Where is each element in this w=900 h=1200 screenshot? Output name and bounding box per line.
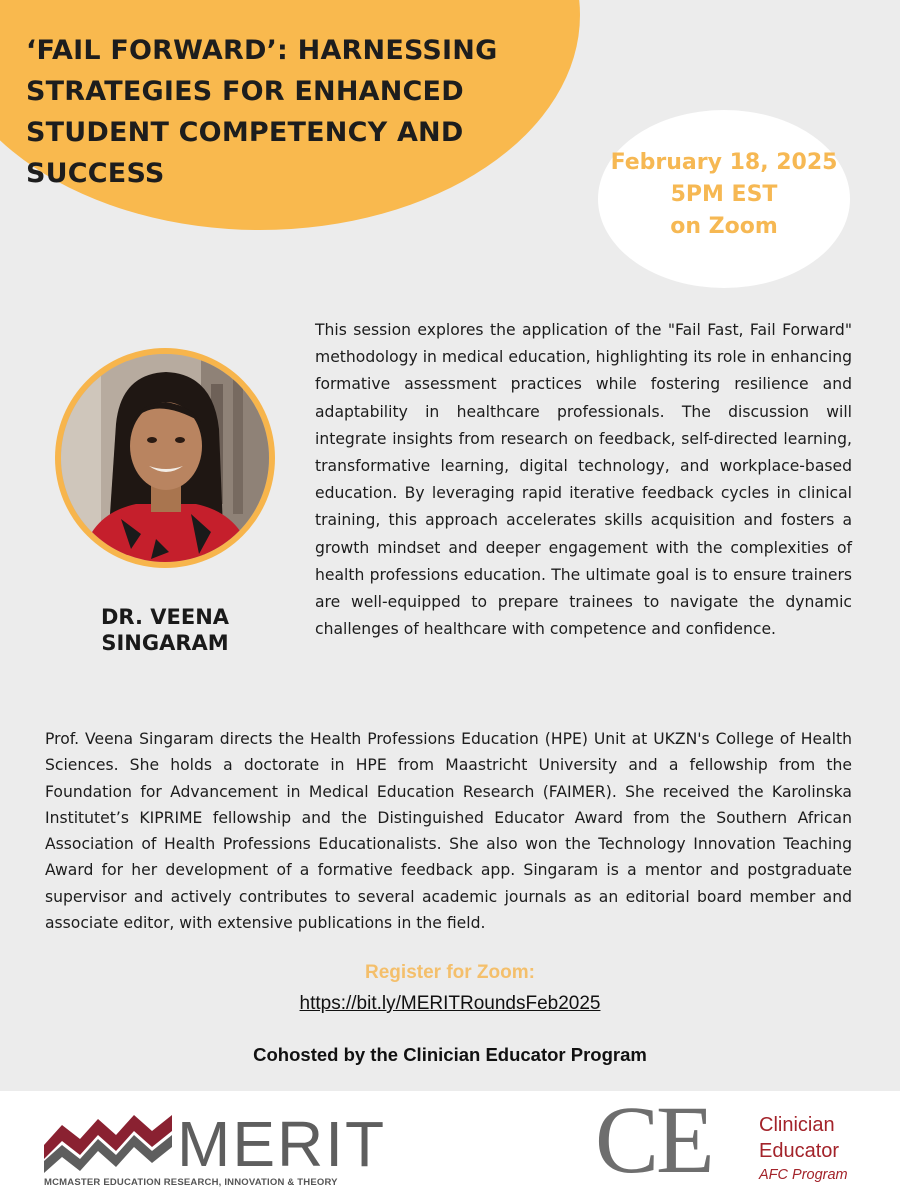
cohost-text: Cohosted by the Clinician Educator Program [253, 1044, 647, 1065]
speaker-name: DR. VEENA SINGARAM [100, 605, 230, 655]
session-description: This session explores the application of the "Fail Fast, Fail Forward" methodology in medical education, highlighting its role in enhancing formative assessment practices while fostering resilience and adaptability in healthcare professionals. The discussion will integrate insights from research on feedback, self-directed learning, transformative learning, digital technology, and workplace-based education. By leveraging rapid iterative feedback cycles in clinical training, this approach accelerates skills acquisition and fosters a growth mindset and deeper engagement with the complexities of health professions education. The ultimate goal is to ensure trainers are well-equipped to prepare trainees to navigate the dynamic challenges of healthcare with competence and confidence. [315, 321, 852, 639]
event-title: ‘FAIL FORWARD’: HARNESSING STRATEGIES FOR ENHANCED STUDENT COMPETENCY AND SUCCESS [26, 35, 498, 189]
register-label: Register for Zoom: [365, 962, 535, 983]
event-datetime [598, 147, 850, 243]
event-venue: on Zoom [670, 214, 778, 239]
event-date: February 18, 2025 [610, 150, 838, 175]
ce-line-clinician: Clinician [759, 1114, 835, 1136]
event-time: 5PM EST [670, 182, 778, 207]
merit-subtitle: MCMASTER EDUCATION RESEARCH, INNOVATION & THEORY [44, 1177, 338, 1188]
ce-line-program: AFC Program [759, 1167, 848, 1183]
merit-wordmark: MERIT [177, 1108, 387, 1180]
speaker-photo [61, 354, 269, 562]
merit-roof-icon [44, 1101, 172, 1175]
ce-line-educator: Educator [759, 1140, 840, 1162]
ce-letters: CE [595, 1086, 712, 1193]
register-link[interactable]: https://bit.ly/MERITRoundsFeb2025 [299, 993, 601, 1014]
speaker-bio: Prof. Veena Singaram directs the Health Professions Education (HPE) Unit at UKZN's College of Health Sciences. She holds a doctorate in HPE from Maastricht University and a fellowship from the Foundation for Advancement in Medical Education Research (FAIMER). She received the Karolinska Institutet’s KIPRIME fellowship and the Distinguished Educator Award from the Southern African Association of Health Professions Educationalists. She also won the Technology Innovation Teaching Award for her development of a formative feedback app. Singaram is a mentor and postgraduate supervisor and actively contributes to several academic journals as an editorial board member and associate editor, with extensive publications in the field. [45, 730, 852, 933]
